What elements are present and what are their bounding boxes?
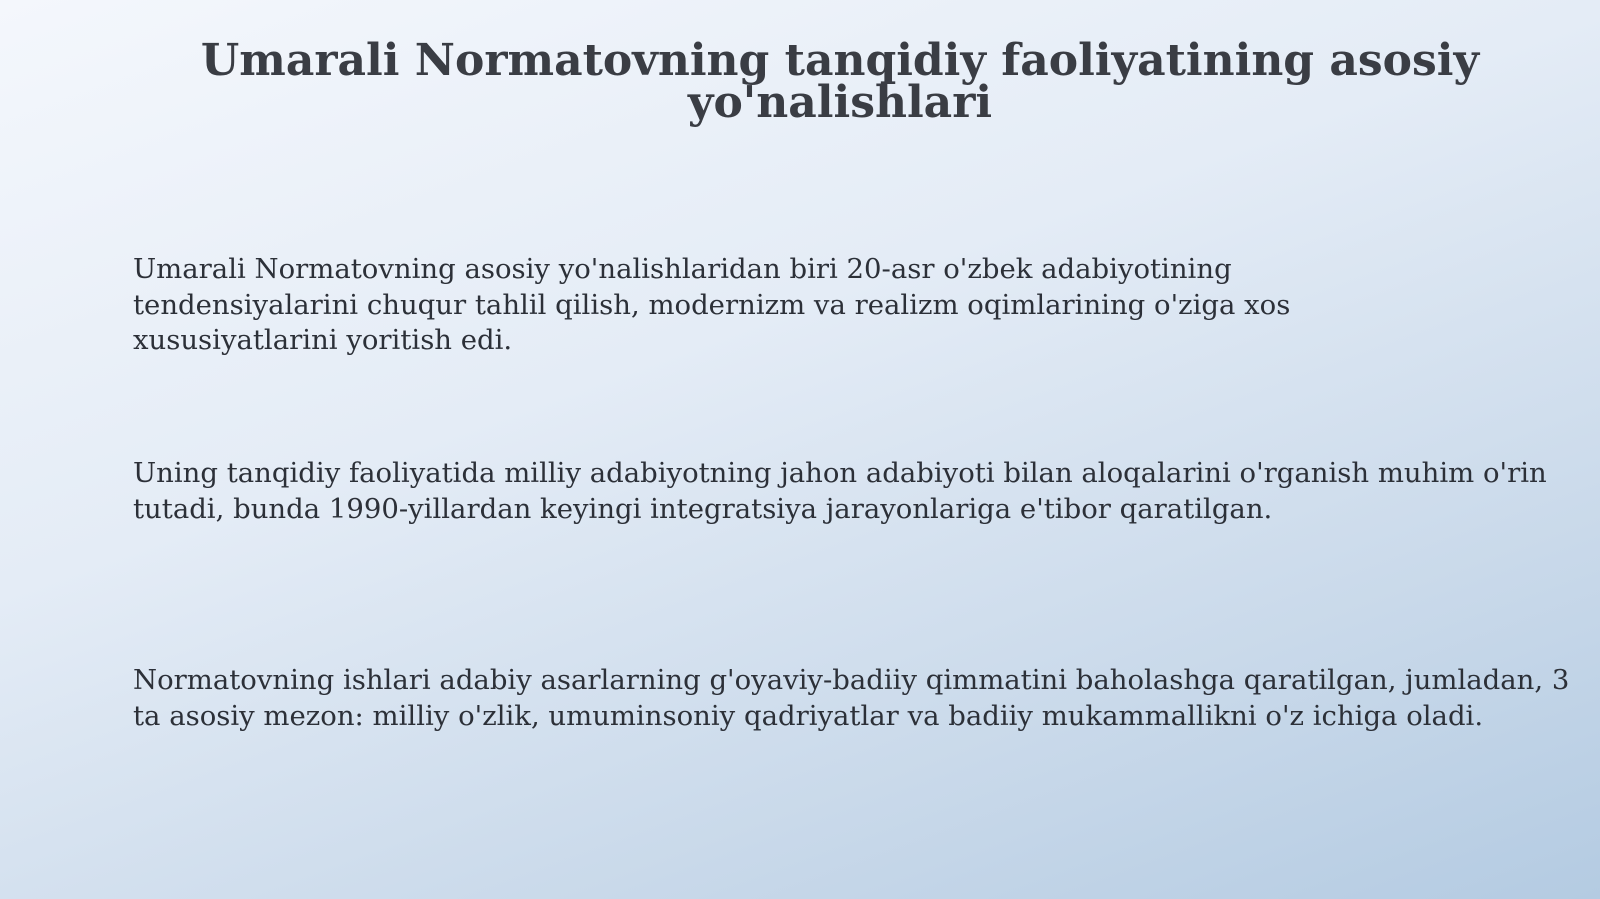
slide-title: Umarali Normatovning tanqidiy faoliyatining asosiy yo'nalishlari bbox=[200, 35, 1480, 128]
paragraph-1: Umarali Normatovning asosiy yo'nalishlaridan biri 20-asr o'zbek adabiyotining tendensiyalarini chuqur tahlil qilish, modernizm va realizm oqimlarining o'ziga xos xususiyatlarini yoritish edi. bbox=[133, 253, 1291, 356]
paragraph-2: Uning tanqidiy faoliyatida milliy adabiyotning jahon adabiyoti bilan aloqalarini o'rganish muhim o'rin tutadi, bunda 1990-yillardan keyingi integratsiya jarayonlariga e'tibor qaratilgan. bbox=[133, 457, 1547, 525]
paragraph-3: Normatovning ishlari adabiy asarlarning g'oyaviy-badiiy qimmatini baholashga qaratilgan, jumladan, 3 ta asosiy mezon: milliy o'zlik, umuminsoniy qadriyatlar va badiiy mukammallikni o'z ichiga oladi. bbox=[133, 664, 1570, 732]
